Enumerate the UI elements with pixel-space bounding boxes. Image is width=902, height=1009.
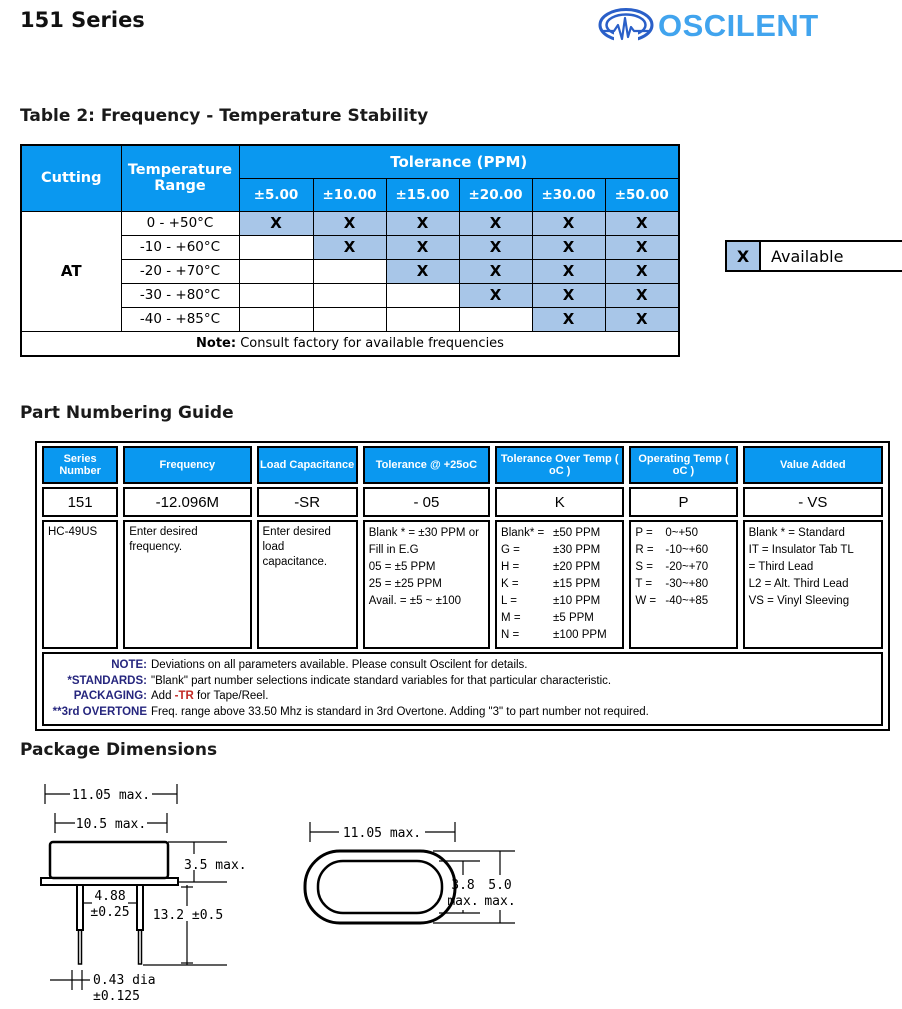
legend-mark: X bbox=[727, 242, 761, 270]
dim-top-width: 11.05 max. bbox=[342, 826, 422, 841]
col-header-tol-20: ±20.00 bbox=[459, 178, 532, 211]
col-header-tol-30: ±30.00 bbox=[532, 178, 605, 211]
temp-range: 0 - +50°C bbox=[121, 211, 239, 235]
example-value-added: - VS bbox=[743, 487, 883, 517]
col-header-frequency: Frequency bbox=[123, 446, 251, 484]
note-line: **3rd OVERTONE Freq. range above 33.50 Mhz is standard in 3rd Overtone. Adding "3" to part number not required. bbox=[52, 705, 649, 718]
stability-note bbox=[21, 331, 679, 356]
note-line: NOTE: Deviations on all parameters available. Please consult Oscilent for details. bbox=[111, 659, 528, 671]
example-frequency: -12.096M bbox=[123, 487, 251, 517]
note-line: *STANDARDS: "Blank" part number selections indicate standard variables for that particular characteristic. bbox=[67, 674, 612, 687]
availability-cell: X bbox=[313, 211, 386, 235]
stability-table bbox=[20, 144, 680, 357]
tolerance-detail: Blank * = ±30 PPM or Fill in E.G 05 = ±5 PPM 25 = ±25 PPM Avail. = ±5 ~ ±100 bbox=[363, 520, 490, 649]
package-side-view-drawing bbox=[22, 778, 272, 1008]
temp-range: -10 - +60°C bbox=[121, 235, 239, 259]
dim-outer-height-max: max. bbox=[484, 894, 516, 909]
package-heading: Package Dimensions bbox=[20, 740, 218, 760]
availability-cell: X bbox=[459, 235, 532, 259]
col-header-tolerance-over-temp: Tolerance Over Temp ( oC ) bbox=[495, 446, 624, 484]
example-op-temp: P bbox=[629, 487, 737, 517]
stability-note-text: Consult factory for available frequencies bbox=[236, 335, 504, 351]
col-header-tolerance-25: Tolerance @ +25oC bbox=[363, 446, 490, 484]
oscilent-logo bbox=[596, 5, 846, 49]
oscilent-logo-text: OSCILENT bbox=[658, 8, 819, 43]
availability-cell: X bbox=[605, 235, 679, 259]
dim-lead-spacing-tol: ±0.25 bbox=[90, 905, 130, 920]
col-header-cutting: Cutting bbox=[21, 145, 121, 211]
over-temp-detail: Blank* = ±50 PPM G = ±30 PPM H = ±20 PPM K = ±15 PPM L = ±10 PPM M = ±5 PPM N = ±100 PPM bbox=[495, 520, 624, 649]
page-title: 151 Series bbox=[20, 8, 145, 32]
availability-cell: X bbox=[605, 283, 679, 307]
availability-cell: X bbox=[605, 259, 679, 283]
col-header-tol-50: ±50.00 bbox=[605, 178, 679, 211]
op-temp-detail: P = 0~+50 R = -10~+60 S = -20~+70 T = -30~+80 W = -40~+85 bbox=[629, 520, 737, 649]
temp-range: -30 - +80°C bbox=[121, 283, 239, 307]
detail-row bbox=[42, 520, 883, 649]
availability-cell: X bbox=[313, 235, 386, 259]
availability-cell: X bbox=[459, 211, 532, 235]
frequency-detail: Enter desired frequency. bbox=[123, 520, 251, 649]
col-header-tolerance: Tolerance (PPM) bbox=[239, 145, 679, 178]
availability-cell bbox=[386, 283, 459, 307]
col-header-tol-10: ±10.00 bbox=[313, 178, 386, 211]
oscilent-logo-mark-icon bbox=[600, 10, 652, 46]
example-over-temp: K bbox=[495, 487, 624, 517]
availability-cell bbox=[239, 259, 313, 283]
dim-inner-height-max: max. bbox=[447, 894, 479, 909]
example-load: -SR bbox=[257, 487, 358, 517]
availability-cell bbox=[239, 235, 313, 259]
part-numbering-table bbox=[35, 441, 890, 731]
col-header-tol-15: ±15.00 bbox=[386, 178, 459, 211]
availability-cell: X bbox=[605, 211, 679, 235]
availability-cell: X bbox=[532, 235, 605, 259]
stability-note-label: Note: bbox=[196, 335, 237, 351]
availability-cell: X bbox=[239, 211, 313, 235]
dim-outer-height: 5.0 bbox=[488, 878, 512, 893]
availability-cell: X bbox=[386, 211, 459, 235]
dim-width-outer: 11.05 max. bbox=[71, 788, 151, 803]
series-detail: HC-49US bbox=[42, 520, 118, 649]
availability-cell bbox=[239, 307, 313, 331]
dim-inner-height: 3.8 bbox=[451, 878, 475, 893]
dim-height: 3.5 max. bbox=[184, 858, 247, 873]
value-added-detail: Blank * = Standard IT = Insulator Tab TL = Third Lead L2 = Alt. Third Lead VS = Vinyl Sleeving bbox=[743, 520, 883, 649]
availability-cell: X bbox=[532, 307, 605, 331]
example-part-number-row bbox=[42, 487, 883, 517]
part-guide-notes bbox=[42, 652, 883, 726]
temp-range: -40 - +85°C bbox=[121, 307, 239, 331]
availability-cell: X bbox=[386, 235, 459, 259]
availability-cell bbox=[459, 307, 532, 331]
package-top-view-drawing bbox=[293, 818, 528, 936]
table-row bbox=[21, 211, 679, 235]
dim-lead-length: 13.2 ±0.5 bbox=[152, 908, 224, 923]
availability-cell: X bbox=[459, 259, 532, 283]
availability-cell: X bbox=[605, 307, 679, 331]
availability-legend bbox=[725, 240, 902, 272]
availability-cell bbox=[386, 307, 459, 331]
availability-cell: X bbox=[532, 211, 605, 235]
temp-range: -20 - +70°C bbox=[121, 259, 239, 283]
col-header-value-added: Value Added bbox=[743, 446, 883, 484]
col-header-tol-5: ±5.00 bbox=[239, 178, 313, 211]
availability-cell: X bbox=[532, 259, 605, 283]
availability-cell: X bbox=[459, 283, 532, 307]
col-header-load-capacitance: Load Capacitance bbox=[257, 446, 358, 484]
availability-cell bbox=[239, 283, 313, 307]
example-series: 151 bbox=[42, 487, 118, 517]
load-detail: Enter desired load capacitance. bbox=[257, 520, 358, 649]
availability-cell: X bbox=[532, 283, 605, 307]
col-header-temp-range: Temperature Range bbox=[121, 145, 239, 211]
example-tolerance: - 05 bbox=[363, 487, 490, 517]
legend-label: Available bbox=[771, 246, 844, 266]
availability-cell: X bbox=[386, 259, 459, 283]
col-header-operating-temp: Operating Temp ( oC ) bbox=[629, 446, 737, 484]
stability-heading: Table 2: Frequency - Temperature Stability bbox=[20, 106, 429, 126]
dim-lead-spacing: 4.88 bbox=[94, 889, 126, 904]
availability-cell bbox=[313, 283, 386, 307]
availability-cell bbox=[313, 307, 386, 331]
availability-cell bbox=[313, 259, 386, 283]
dim-width-inner: 10.5 max. bbox=[75, 817, 147, 832]
dim-lead-dia-tol: ±0.125 bbox=[93, 989, 140, 1004]
col-header-series-number: Series Number bbox=[42, 446, 118, 484]
cutting-value: AT bbox=[21, 211, 121, 331]
dim-lead-dia: 0.43 dia bbox=[93, 973, 156, 988]
note-line: PACKAGING: Add -TR for Tape/Reel. bbox=[73, 690, 269, 702]
part-guide-heading: Part Numbering Guide bbox=[20, 403, 234, 423]
